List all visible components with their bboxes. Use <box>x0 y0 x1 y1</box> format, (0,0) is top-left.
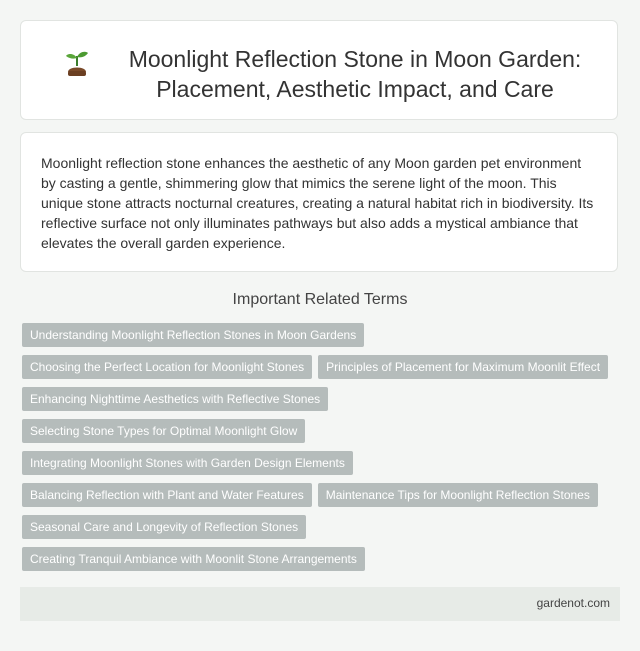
page-title: Moonlight Reflection Stone in Moon Garden: Placement, Aesthetic Impact, and Care <box>128 46 582 102</box>
intro-text: Moonlight reflection stone enhances the aesthetic of any Moon garden pet environment by casting a gentle, shimmering glow that mimics the serene light of the moon. This unique stone attracts nocturnal creatures, creating a natural habitat rich in biodiversity. Its reflective surface not only illuminates pathways but also adds a mystical ambiance that elevates the overall garden experience. <box>41 155 594 251</box>
related-term-tag[interactable]: Maintenance Tips for Moonlight Reflection Stones <box>318 483 598 507</box>
related-term-tag[interactable]: Integrating Moonlight Stones with Garden Design Elements <box>22 451 353 475</box>
header-card <box>20 20 618 120</box>
related-terms-list <box>22 323 622 579</box>
site-name[interactable]: gardenot.com <box>536 596 610 610</box>
footer-bar <box>20 587 620 621</box>
sprout-icon <box>61 48 93 80</box>
related-term-tag[interactable]: Seasonal Care and Longevity of Reflection Stones <box>22 515 306 539</box>
related-term-tag[interactable]: Understanding Moonlight Reflection Stones in Moon Gardens <box>22 323 364 347</box>
intro-card <box>20 132 618 272</box>
related-terms-heading: Important Related Terms <box>232 291 408 308</box>
related-term-tag[interactable]: Principles of Placement for Maximum Moonlit Effect <box>318 355 608 379</box>
related-term-tag[interactable]: Choosing the Perfect Location for Moonlight Stones <box>22 355 312 379</box>
related-term-tag[interactable]: Creating Tranquil Ambiance with Moonlit Stone Arrangements <box>22 547 365 571</box>
related-term-tag[interactable]: Selecting Stone Types for Optimal Moonlight Glow <box>22 419 305 443</box>
related-term-tag[interactable]: Balancing Reflection with Plant and Water Features <box>22 483 312 507</box>
related-term-tag[interactable]: Enhancing Nighttime Aesthetics with Reflective Stones <box>22 387 328 411</box>
title-row <box>61 44 605 104</box>
